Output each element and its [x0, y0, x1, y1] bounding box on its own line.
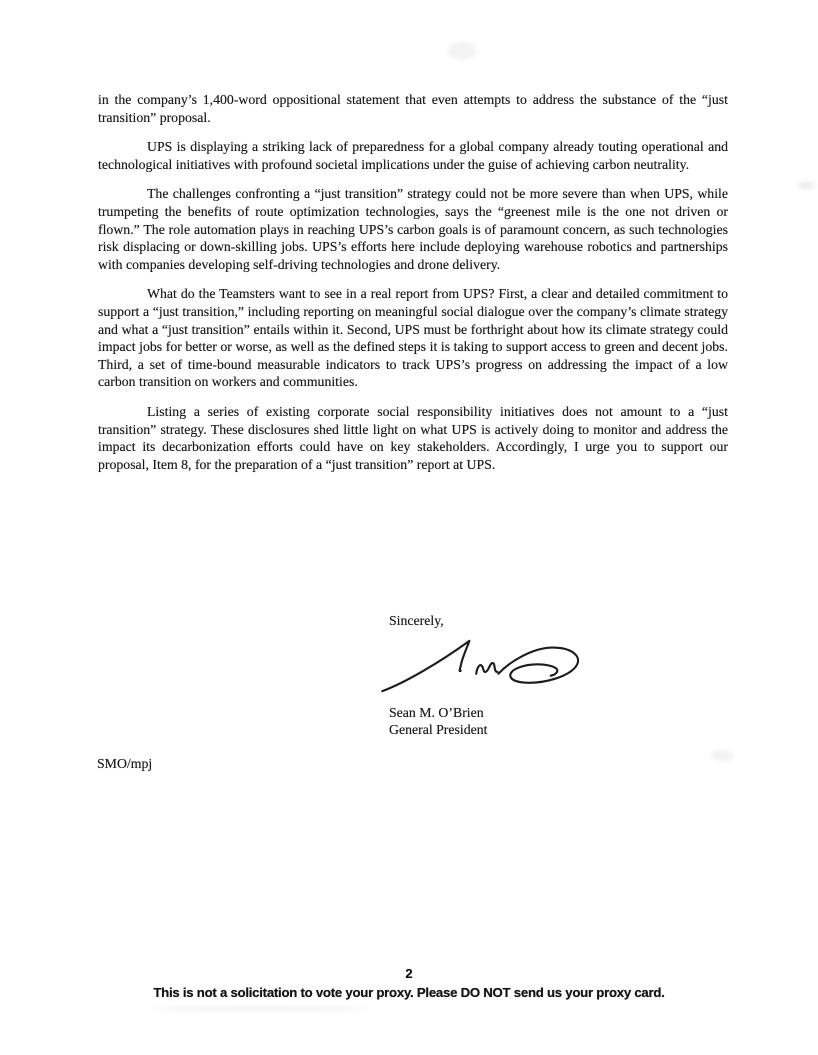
proxy-notice: This is not a solicitation to vote your proxy. Please DO NOT send us your proxy card. [153, 985, 665, 1000]
closing-block [389, 612, 585, 739]
scan-smudge [710, 750, 734, 761]
paragraph: in the company’s 1,400-word oppositional statement that even attempts to address the substance of the “just transition” proposal. [98, 92, 728, 125]
scan-smudge [150, 1006, 370, 1011]
signatory-title: General President [389, 722, 488, 738]
paragraph: UPS is displaying a striking lack of preparedness for a global company already touting operational and technological initiatives with profound societal implications under the guise of achieving carbon neutrality. [98, 139, 728, 172]
paragraph: Listing a series of existing corporate social responsibility initiatives does not amount to a “just transition” strategy. These disclosures shed little light on what UPS is actively doing to monitor and address the impact its decarbonization efforts could have on key stakeholders. Accordingly, I urge you to support our proposal, Item 8, for the preparation of a “just transition” report at UPS. [98, 403, 728, 472]
signatory-name: Sean M. O’Brien [389, 704, 484, 720]
scan-smudge [798, 182, 814, 189]
page-number: 2 [405, 966, 413, 981]
scan-smudge [448, 42, 476, 60]
reference-initials: SMO/mpj [97, 756, 153, 771]
letter-body [98, 91, 728, 485]
signature-image [379, 636, 585, 696]
paragraph: The challenges confronting a “just transition” strategy could not be more severe than when UPS, while trumpeting the benefits of route optimization technologies, says the “greenest mile is the one not driven or flown.” The role automation plays in reaching UPS’s carbon goals is of paramount concern, as such technologies risk displacing or down-skilling jobs. UPS’s efforts here include deploying warehouse robotics and partnerships with companies developing self-driving technologies and drone delivery. [98, 186, 728, 272]
paragraph: What do the Teamsters want to see in a real report from UPS? First, a clear and detailed commitment to support a “just transition,” including reporting on meaningful social dialogue over the company’s climate strategy and what a “just transition” entails within it. Second, UPS must be forthright about how its climate strategy could impact jobs for better or worse, as well as the defined steps it is taking to support access to green and decent jobs. Third, a set of time-bound measurable indicators to track UPS’s progress on addressing the impact of a low carbon transition on workers and communities. [98, 286, 728, 390]
closing-salutation: Sincerely, [389, 613, 444, 628]
